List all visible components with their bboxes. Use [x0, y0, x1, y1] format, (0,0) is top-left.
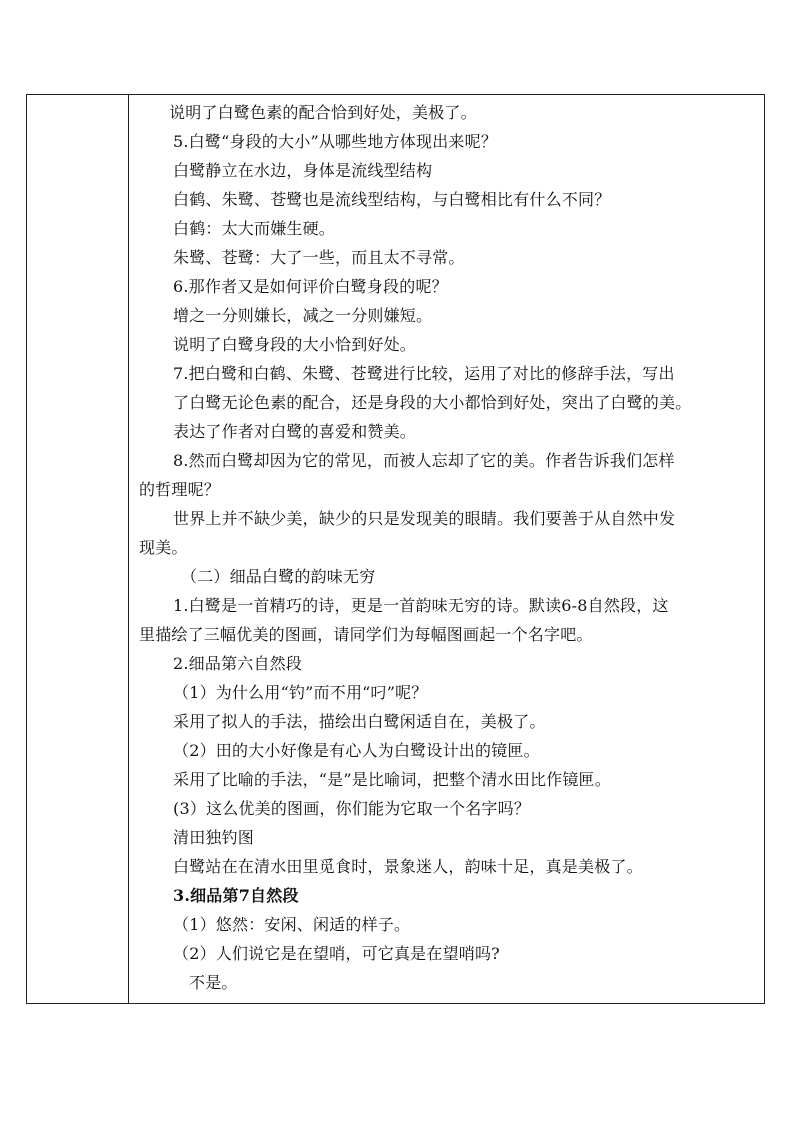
sub-question-2: （2）人们说它是在望哨，可它真是在望哨吗? — [173, 944, 500, 963]
text-line: 说明了白鹭身段的大小恰到好处。 — [173, 335, 417, 354]
item-1: 1.白鹭是一首精巧的诗，更是一首韵味无穷的诗。默读6-8自然段，这 — [173, 596, 669, 615]
table-left-column — [27, 95, 129, 1003]
text-line: 世界上并不缺少美，缺少的只是发现美的眼睛。我们要善于从自然中发 — [173, 509, 676, 528]
text-line: 白鹤：太大而嫌生硬。 — [173, 219, 336, 238]
sub-question-3: (3）这么优美的图画，你们能为它取一个名字吗？ — [173, 799, 531, 818]
table-content-column — [129, 95, 764, 1003]
sub-question-2: （2）田的大小好像是有心人为白鹭设计出的镜匣。 — [173, 741, 540, 760]
question-8: 8.然而白鹭却因为它的常见，而被人忘却了它的美。作者告诉我们怎样 — [173, 451, 675, 470]
text-line: 里描绘了三幅优美的图画，请同学们为每幅图画起一个名字吧。 — [139, 625, 593, 644]
sub-question-1: （1）悠然：安闲、闲适的样子。 — [173, 915, 411, 934]
question-5: 5.白鹭“身段的大小”从哪些地方体现出来呢？ — [173, 132, 498, 151]
text-line: 了白鹭无论色素的配合，还是身段的大小都恰到好处，突出了白鹭的美。 — [173, 393, 692, 412]
text-line: 朱鹭、苍鹭：大了一些，而且太不寻常。 — [173, 248, 465, 267]
text-line: 清田独钓图 — [173, 828, 255, 847]
question-6: 6.那作者又是如何评价白鹭身段的呢？ — [173, 277, 448, 296]
text-line: 增之一分则嫌长，减之一分则嫌短。 — [173, 306, 433, 325]
text-line: 白鹤、朱鹭、苍鹭也是流线型结构，与白鹭相比有什么不同？ — [173, 190, 611, 209]
text-line: 不是。 — [189, 973, 238, 992]
lesson-table — [26, 94, 765, 1004]
text-line: 说明了白鹭色素的配合恰到好处，美极了。 — [169, 103, 477, 122]
text-line: 表达了作者对白鹭的喜爱和赞美。 — [173, 422, 417, 441]
text-line: 采用了拟人的手法，描绘出白鹭闲适自在，美极了。 — [173, 712, 546, 731]
text-line: 白鹭静立在水边，身体是流线型结构 — [173, 161, 433, 180]
item-3: 3.细品第7自然段 — [173, 886, 299, 905]
text-line: 白鹭站在在清水田里觅食时，景象迷人，韵味十足，真是美极了。 — [173, 857, 643, 876]
sub-question-1: （1）为什么用“钓”而不用“叼”呢？ — [173, 683, 428, 702]
text-line: 的哲理呢？ — [139, 480, 221, 499]
section-heading: （二）细品白鹭的韵味无穷 — [181, 567, 376, 586]
text-line: 采用了比喻的手法，“是”是比喻词，把整个清水田比作镜匣。 — [173, 770, 611, 789]
item-2: 2.细品第六自然段 — [173, 654, 303, 673]
question-7: 7.把白鹭和白鹤、朱鹭、苍鹭进行比较，运用了对比的修辞手法，写出 — [173, 364, 675, 383]
text-line: 现美。 — [139, 538, 188, 557]
